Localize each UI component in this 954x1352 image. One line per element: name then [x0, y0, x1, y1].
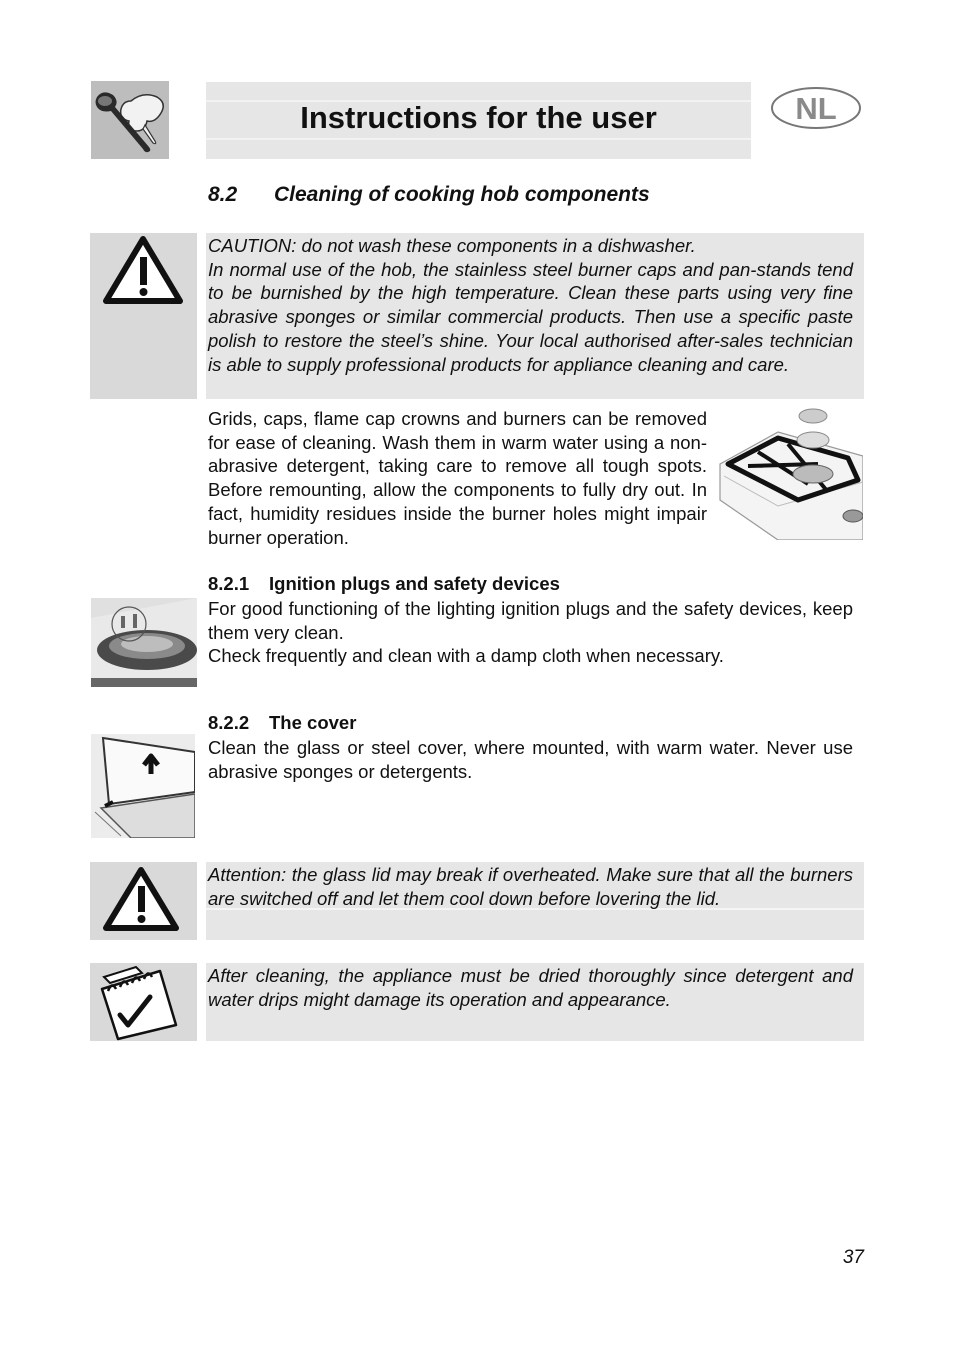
notepad-check-icon	[90, 963, 197, 1041]
ignition-heading	[208, 573, 560, 595]
warning-triangle-icon	[90, 862, 197, 940]
chef-logo	[91, 81, 169, 159]
note-paragraph	[208, 964, 853, 1011]
ignition-paragraph	[208, 597, 853, 668]
cover-number: 8.2.2	[208, 712, 250, 733]
grids-paragraph	[208, 407, 707, 549]
cover-paragraph	[208, 736, 853, 783]
ignition-text-1: For good functioning of the lighting ignition plugs and the safety devices, keep them very clean.	[208, 598, 853, 643]
cover-text: Clean the glass or steel cover, where mounted, with warm water. Never use abrasive sponges or detergents.	[208, 737, 853, 782]
warning-icon-box	[90, 233, 197, 399]
attention-paragraph	[208, 863, 853, 910]
note-icon-box	[90, 963, 197, 1041]
cover-heading	[208, 712, 356, 734]
page-title: Instructions for the user	[300, 100, 657, 135]
caution-text	[208, 234, 853, 376]
ignition-title: Ignition plugs and safety devices	[269, 573, 560, 594]
grids-text: Grids, caps, flame cap crowns and burners can be removed for ease of cleaning. Wash them in warm water using a non-abrasive detergent, taking care to remove all tough spots. Before remounting, allow the components to fully dry out. In fact, humidity residues inside the burner holes might impair burner operation.	[208, 408, 707, 548]
warning-triangle-icon	[90, 233, 197, 399]
warning-icon-box-2	[90, 862, 197, 940]
spoon-hat-icon	[91, 81, 169, 159]
section-number: 8.2	[208, 183, 238, 206]
hob-grid-illustration	[718, 404, 863, 540]
section-heading	[208, 183, 650, 207]
attention-text: Attention: the glass lid may break if overheated. Make sure that all the burners are switched off and let them cool down before lovering the lid.	[208, 864, 853, 909]
section-title: Cleaning of cooking hob components	[274, 183, 650, 206]
cover-illustration	[91, 734, 195, 838]
note-text: After cleaning, the appliance must be dried thoroughly since detergent and water drips might damage its operation and appearance.	[208, 965, 853, 1010]
caution-headline: CAUTION: do not wash these components in a dishwasher.	[208, 235, 696, 256]
cover-title: The cover	[269, 712, 357, 733]
language-badge	[770, 86, 862, 130]
caution-body: In normal use of the hob, the stainless steel burner caps and pan-stands tend to be burnished by the high temperature. Clean these parts using very fine abrasive sponges or similar commercial products. Then use a specific paste polish to restore the steel’s shine. Your local authorised after-sales technician is able to supply professional products for appliance cleaning and care.	[208, 258, 853, 375]
ignition-illustration	[91, 598, 197, 687]
language-code: NL	[795, 91, 837, 126]
page-number: 37	[842, 1247, 864, 1268]
ignition-text-2: Check frequently and clean with a damp cloth when necessary.	[208, 645, 724, 667]
ignition-number: 8.2.1	[208, 573, 250, 594]
